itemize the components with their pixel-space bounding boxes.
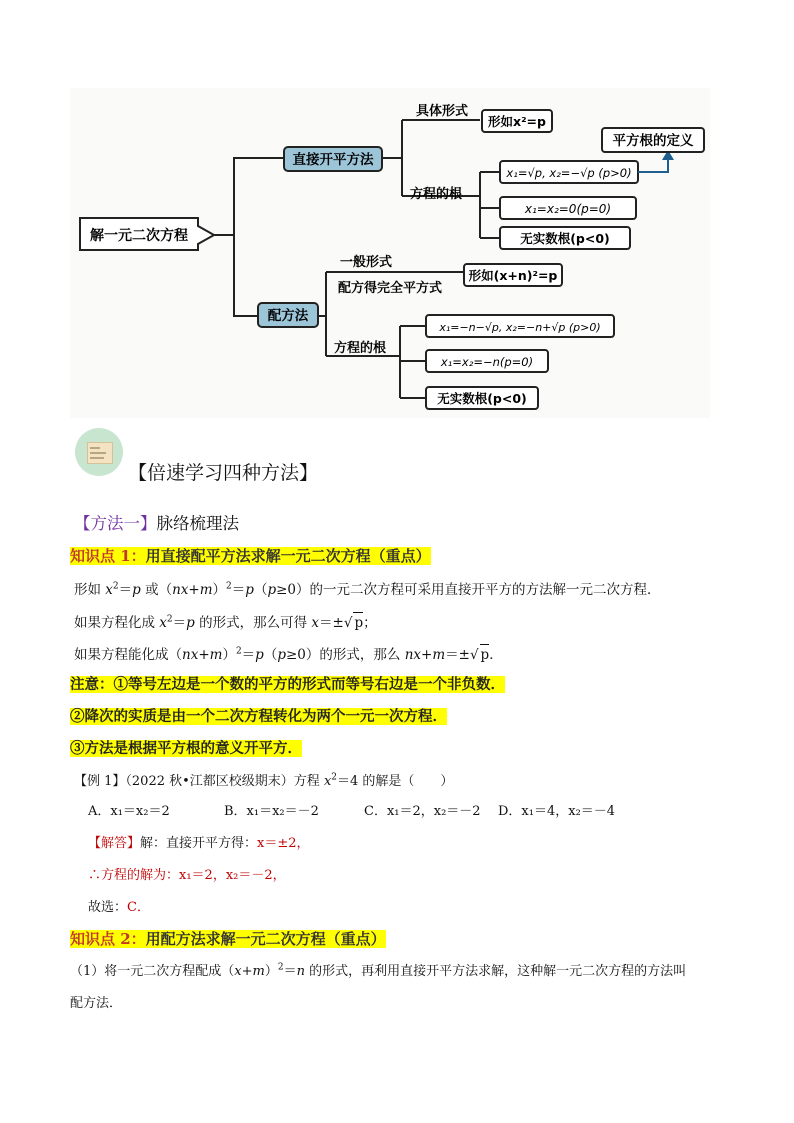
- answer-line-3: 故选：C．: [88, 900, 150, 915]
- root-node: [80, 218, 214, 250]
- b2-form-box: 形如(x+n)²=p: [468, 268, 558, 283]
- b1-root1: x₁=√p, x₂=−√p (p>0): [506, 166, 632, 180]
- kp1-label: 知识点 1：: [70, 547, 146, 565]
- b2-root3: 无实数根(p<0): [437, 391, 527, 406]
- mind-map: [0, 0, 794, 420]
- b1-roots-label: 方程的根: [410, 187, 463, 202]
- b2-complete: 配方得完全平方式: [338, 281, 443, 296]
- section-heading: 【倍速学习四种方法】: [128, 462, 319, 484]
- note-2: ②降次的实质是由一个二次方程转化为两个一元一次方程．: [70, 708, 447, 725]
- text-line-1: 形如 $x^2=p$ 或$(nx+m)^2=p(p\ge 0)$的一元二次方程可采用直接开平方的方法解一元二次方程．: [74, 581, 661, 598]
- option-c: C．x₁＝2，x₂＝－2: [364, 804, 481, 819]
- document-icon: [75, 428, 123, 476]
- knowledge-point-2: [70, 928, 386, 950]
- note-1: 注意：①等号左边是一个数的平方的形式而等号右边是一个非负数．: [70, 676, 505, 693]
- option-d: D．x₁＝4，x₂＝－4: [498, 804, 616, 819]
- b2-root1: x₁=−n−√p, x₂=−n+√p (p>0): [439, 321, 601, 334]
- paragraph-line-2: 配方法．: [70, 996, 123, 1011]
- text-line-2: 如果方程化成 $x^2=p$ 的形式，那么可得 x＝±√ p；: [74, 612, 377, 633]
- b1-form-box: 形如x²=p: [488, 114, 546, 129]
- b2-root2: x₁=x₂=−n(p=0): [440, 355, 534, 369]
- method1-name: 脉络梳理法: [156, 514, 239, 533]
- branch1-label: 直接开平方法: [292, 152, 374, 168]
- note-3: ③方法是根据平方根的意义开平方．: [70, 740, 302, 757]
- branch-direct-sqrt: [284, 147, 382, 171]
- knowledge-point-1: [70, 545, 431, 567]
- method1-bracket: 【方法一】: [74, 514, 157, 533]
- b1-form-label: 具体形式: [416, 104, 469, 119]
- answer-line-2: ∴方程的解为：x₁＝2，x₂＝－2，: [88, 868, 286, 883]
- kp1-title: 用直接配平方法求解一元二次方程（重点）: [145, 547, 431, 565]
- branch2-label: 配方法: [267, 308, 309, 324]
- text-line-3: 如果方程能化成$(nx+m)^2=p(p\ge 0)$的形式，那么 nx+m＝±√ p．: [74, 644, 503, 665]
- answer-line-1: 【解答】解：直接开平方得：x＝±2，: [88, 836, 310, 851]
- option-b: B．x₁＝x₂＝－2: [224, 804, 319, 819]
- b2-roots-label: 方程的根: [334, 341, 387, 356]
- example-1-question: 【例 1】（2022 秋•江都区校级期末）方程 $x^2=4$ 的解是（ ）: [74, 772, 454, 789]
- kp2-label: 知识点 2：: [70, 930, 146, 948]
- example-1-options: [88, 802, 615, 822]
- kp2-title: 用配方法求解一元二次方程（重点）: [145, 930, 386, 948]
- root-label: 解一元二次方程: [90, 228, 188, 244]
- b1-root3: 无实数根(p<0): [520, 231, 610, 246]
- def-box: 平方根的定义: [612, 133, 694, 149]
- method1-title: [74, 510, 239, 534]
- paragraph-line-1: （1）将一元二次方程配成$(x+m)^2=n$ 的形式，再利用直接开平方法求解，这种解一元二次方程的方法叫: [70, 962, 687, 979]
- b2-general: 一般形式: [340, 255, 393, 270]
- branch-complete-square: [258, 303, 318, 327]
- option-a: A．x₁＝x₂＝2: [88, 804, 170, 819]
- b1-root2: x₁=x₂=0(p=0): [524, 202, 612, 216]
